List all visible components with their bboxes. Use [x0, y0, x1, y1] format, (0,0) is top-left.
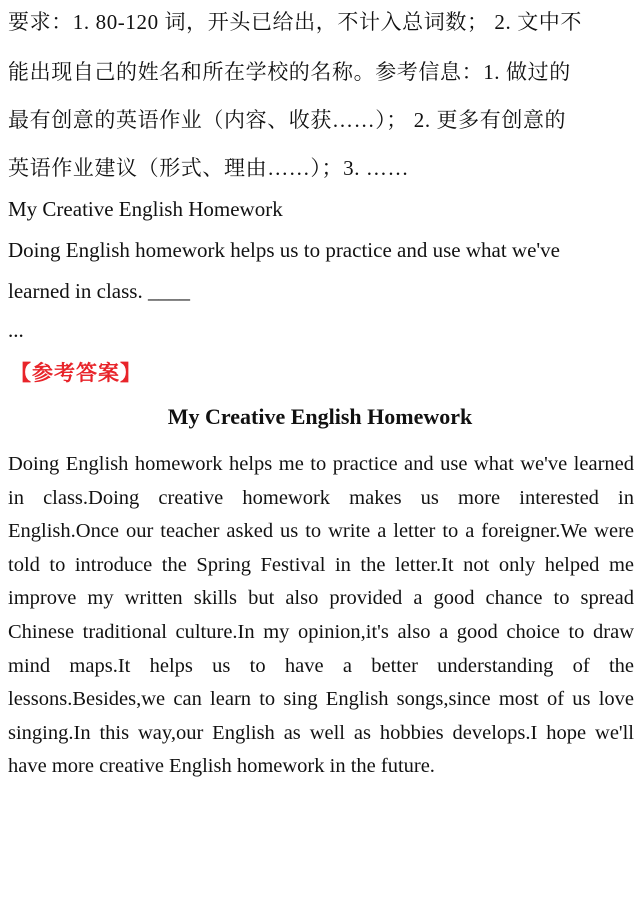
prompt-opening-line-1: Doing English homework helps us to practice and use what we've — [8, 238, 560, 262]
answer-title: My Creative English Homework — [167, 404, 473, 429]
prompt-title: My Creative English Homework — [8, 197, 283, 221]
answer-tag: 【参考答案】 — [10, 361, 142, 385]
prompt-opening-line-2: learned in class. ____ — [8, 279, 190, 303]
prompt-ellipsis: ... — [8, 318, 24, 342]
requirement-line-2: 能出现自己的姓名和所在学校的名称。参考信息：1. 做过的 — [8, 60, 571, 84]
requirement-line-3: 最有创意的英语作业（内容、收获……）； 2. 更多有创意的 — [8, 108, 567, 132]
requirement-line-1: 要求：1. 80-120 词，开头已给出，不计入总词数； 2. 文中不 — [8, 10, 582, 34]
answer-essay: Doing English homework helps me to practice and use what we've learned in class.Doing creative homework makes us more interested in English.Once our teacher asked us to write a letter to a foreigner.We were told to introduce the Spring Festival in the letter.It not only helped me improve my written skills but also provided a good chance to spread Chinese traditional culture.In my opinion,it's also a good choice to draw mind maps.It helps us to have a better understanding of the lessons.Besides,we can learn to sing English songs,since most of us love singing.In this way,our English as well as hobbies develops.I hope we'll have more creative English homework in the future. — [8, 453, 634, 778]
requirement-line-4: 英语作业建议（形式、理由……）；3. …… — [8, 156, 410, 180]
